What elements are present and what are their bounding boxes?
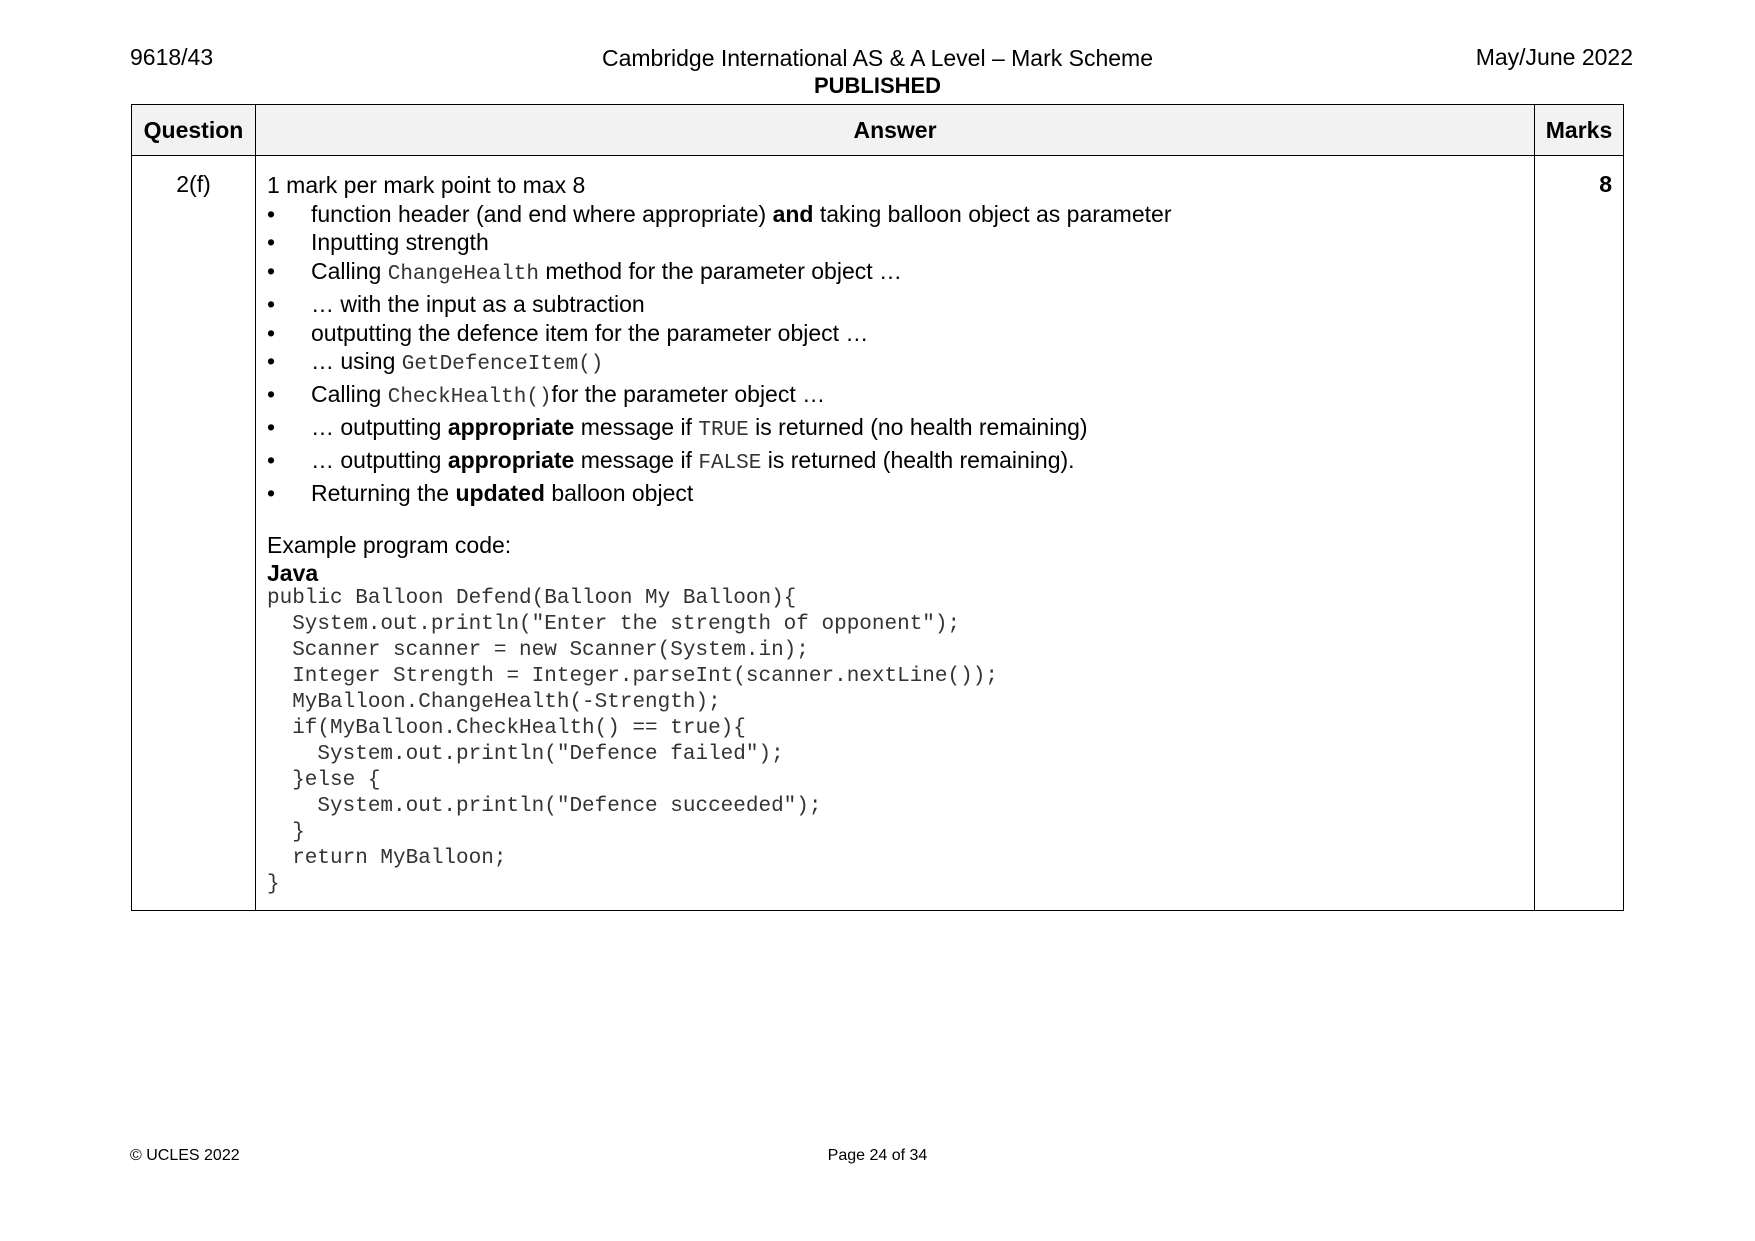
mark-point	[267, 413, 1524, 446]
emphasis-text: appropriate	[447, 414, 575, 441]
emphasis-text: appropriate	[447, 446, 575, 473]
emphasis-text: and	[772, 200, 814, 227]
code-block	[267, 586, 1524, 898]
marks-value: 8	[1535, 156, 1624, 911]
code-line: Scanner scanner = new Scanner(System.in);	[267, 638, 809, 662]
point-text: Returning the	[311, 479, 456, 506]
mark-scheme-table	[131, 104, 1624, 911]
point-text: Calling	[311, 258, 388, 285]
point-text: function header (and end where appropriate)	[311, 200, 773, 227]
exam-session: May/June 2022	[1475, 44, 1633, 70]
copyright-notice: © UCLES 2022	[130, 1147, 240, 1164]
point-text: … outputting	[311, 446, 448, 473]
code-line: System.out.println("Defence failed");	[267, 742, 784, 766]
code-line: public Balloon Defend(Balloon My Balloon){	[267, 586, 797, 610]
point-text: Calling	[311, 381, 388, 408]
bullet-icon: •	[267, 348, 276, 375]
bullet-icon: •	[267, 200, 276, 227]
bullet-icon: •	[267, 258, 276, 285]
point-text: … outputting	[311, 414, 448, 441]
code-line: if(MyBalloon.CheckHealth() == true){	[267, 716, 746, 740]
point-text: outputting the defence item for the parameter object …	[311, 319, 869, 346]
table-header-row	[132, 105, 1624, 156]
code-line: System.out.println("Enter the strength of opponent");	[267, 612, 961, 636]
code-identifier: ChangeHealth	[387, 263, 539, 287]
published-label: PUBLISHED	[813, 73, 942, 98]
question-number: 2(f)	[132, 156, 256, 911]
mark-point	[267, 347, 1524, 380]
code-identifier: CheckHealth()	[387, 386, 552, 410]
code-line: }else {	[267, 768, 381, 792]
code-line: }	[267, 820, 305, 844]
mark-point	[267, 380, 1524, 413]
code-identifier: FALSE	[698, 451, 762, 475]
answer-column-header: Answer	[256, 105, 1535, 156]
example-code-label: Example program code:	[267, 532, 512, 559]
emphasis-text: updated	[455, 479, 545, 506]
question-column-header: Question	[132, 105, 256, 156]
code-language-label: Java	[267, 559, 319, 586]
bullet-icon: •	[267, 319, 276, 346]
mark-allocation-note: 1 mark per mark point to max 8	[267, 172, 586, 198]
mark-point	[267, 319, 1524, 348]
code-line: return MyBalloon;	[267, 846, 507, 870]
mark-point	[267, 200, 1524, 229]
document-title: Cambridge International AS & A Level – Mark Scheme	[601, 45, 1154, 71]
point-text: balloon object	[544, 479, 694, 506]
marks-column-header: Marks	[1535, 105, 1624, 156]
code-line: }	[267, 872, 280, 896]
code-identifier: TRUE	[698, 419, 749, 443]
code-identifier: GetDefenceItem()	[401, 353, 604, 377]
mark-points-list	[267, 200, 1524, 508]
code-line: Integer Strength = Integer.parseInt(scanner.nextLine());	[267, 664, 998, 688]
bullet-icon: •	[267, 414, 276, 441]
code-line: MyBalloon.ChangeHealth(-Strength);	[267, 690, 721, 714]
bullet-icon: •	[267, 446, 276, 473]
point-text: message if	[574, 446, 699, 473]
point-text: is returned (no health remaining)	[748, 414, 1088, 441]
mark-point	[267, 257, 1524, 290]
paper-code: 9618/43	[130, 44, 214, 70]
bullet-icon: •	[267, 479, 276, 506]
table-row	[132, 156, 1624, 911]
point-text: is returned (health remaining).	[761, 446, 1075, 473]
point-text: message if	[574, 414, 699, 441]
page-number: Page 24 of 34	[827, 1147, 928, 1164]
bullet-icon: •	[267, 381, 276, 408]
mark-point	[267, 290, 1524, 319]
mark-point	[267, 228, 1524, 257]
answer-cell	[256, 156, 1535, 911]
bullet-icon: •	[267, 229, 276, 256]
point-text: for the parameter object …	[551, 381, 826, 408]
point-text: taking balloon object as parameter	[813, 200, 1172, 227]
mark-point	[267, 446, 1524, 479]
point-text: … using	[311, 348, 402, 375]
point-text: method for the parameter object …	[538, 258, 903, 285]
point-text: … with the input as a subtraction	[311, 290, 645, 317]
point-text: Inputting strength	[311, 229, 489, 256]
mark-point	[267, 479, 1524, 508]
code-line: System.out.println("Defence succeeded");	[267, 794, 822, 818]
bullet-icon: •	[267, 290, 276, 317]
